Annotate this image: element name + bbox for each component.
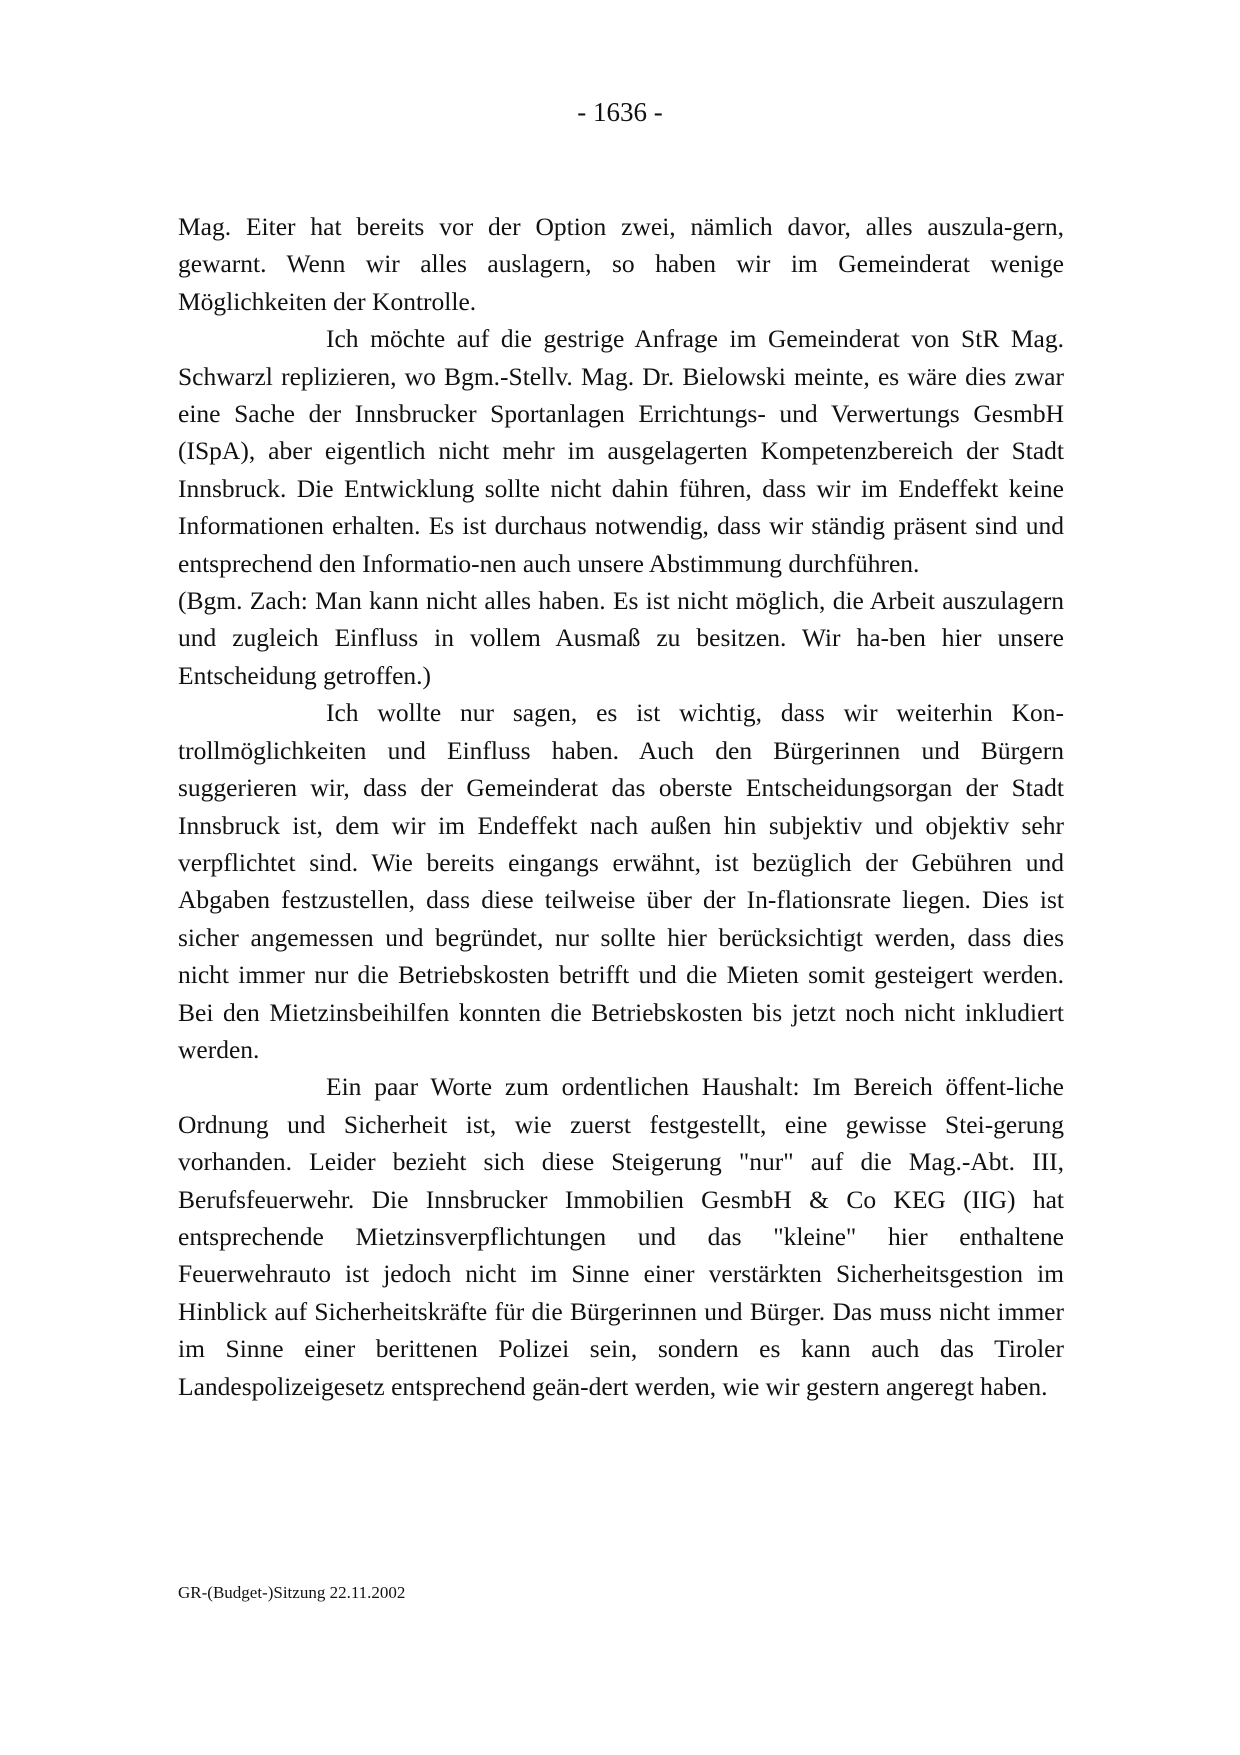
paragraph: Mag. Eiter hat bereits vor der Option zwei, nämlich davor, alles auszula-gern, gewarnt. Wenn wir alles auslagern, so haben wir im Gemeinderat wenige Möglichkeiten der Kontrolle. bbox=[178, 212, 1064, 316]
paragraph: Ich möchte auf die gestrige Anfrage im Gemeinderat von StR Mag. Schwarzl replizieren, wo Bgm.-Stellv. Mag. Dr. Bielowski meinte, es wäre dies zwar eine Sache der Innsbrucker Sportanlagen Errichtungs- und Verwertungs GesmbH (ISpA), aber eigentlich nicht mehr im ausgelagerten Kompetenzbereich der Stadt Innsbruck. Die Entwicklung sollte nicht dahin führen, dass wir im Endeffekt keine Informationen erhalten. Es ist durchaus notwendig, dass wir ständig präsent sind und entsprechend den Informatio-nen auch unsere Abstimmung durchführen. bbox=[178, 324, 1064, 578]
document-body bbox=[178, 208, 1064, 1405]
interjection-paragraph: (Bgm. Zach: Man kann nicht alles haben. Es ist nicht möglich, die Arbeit auszulagern und zugleich Einfluss in vollem Ausmaß zu besitzen. Wir ha-ben hier unsere Entscheidung getroffen.) bbox=[178, 586, 1064, 690]
footer-session-info: GR-(Budget-)Sitzung 22.11.2002 bbox=[178, 1583, 406, 1602]
paragraph: Ich wollte nur sagen, es ist wichtig, dass wir weiterhin Kon-trollmöglichkeiten und Einfluss haben. Auch den Bürgerinnen und Bürgern suggerieren wir, dass der Gemeinderat das oberste Entscheidungsorgan der Stadt Innsbruck ist, dem wir im Endeffekt nach außen hin subjektiv und objektiv sehr verpflichtet sind. Wie bereits eingangs erwähnt, ist bezüglich der Gebühren und Abgaben festzustellen, dass diese teilweise über der In-flationsrate liegen. Dies ist sicher angemessen und begründet, nur sollte hier berücksichtigt werden, dass dies nicht immer nur die Betriebskosten betrifft und die Mieten somit gesteigert werden. Bei den Mietzinsbeihilfen konnten die Betriebskosten bis jetzt noch nicht inkludiert werden. bbox=[178, 698, 1064, 1064]
paragraph: Ein paar Worte zum ordentlichen Haushalt: Im Bereich öffent-liche Ordnung und Sicherheit ist, wie zuerst festgestellt, eine gewisse Stei-gerung vorhanden. Leider bezieht sich diese Steigerung "nur" auf die Mag.-Abt. III, Berufsfeuerwehr. Die Innsbrucker Immobilien GesmbH & Co KEG (IIG) hat entsprechende Mietzinsverpflichtungen und das "kleine" hier enthaltene Feuerwehrauto ist jedoch nicht im Sinne einer verstärkten Sicherheitsgestion im Hinblick auf Sicherheitskräfte für die Bürgerinnen und Bürger. Das muss nicht immer im Sinne einer berittenen Polizei sein, sondern es kann auch das Tiroler Landespolizeigesetz entsprechend geän-dert werden, wie wir gestern angeregt haben. bbox=[178, 1072, 1064, 1401]
page-number: - 1636 - bbox=[577, 97, 663, 127]
